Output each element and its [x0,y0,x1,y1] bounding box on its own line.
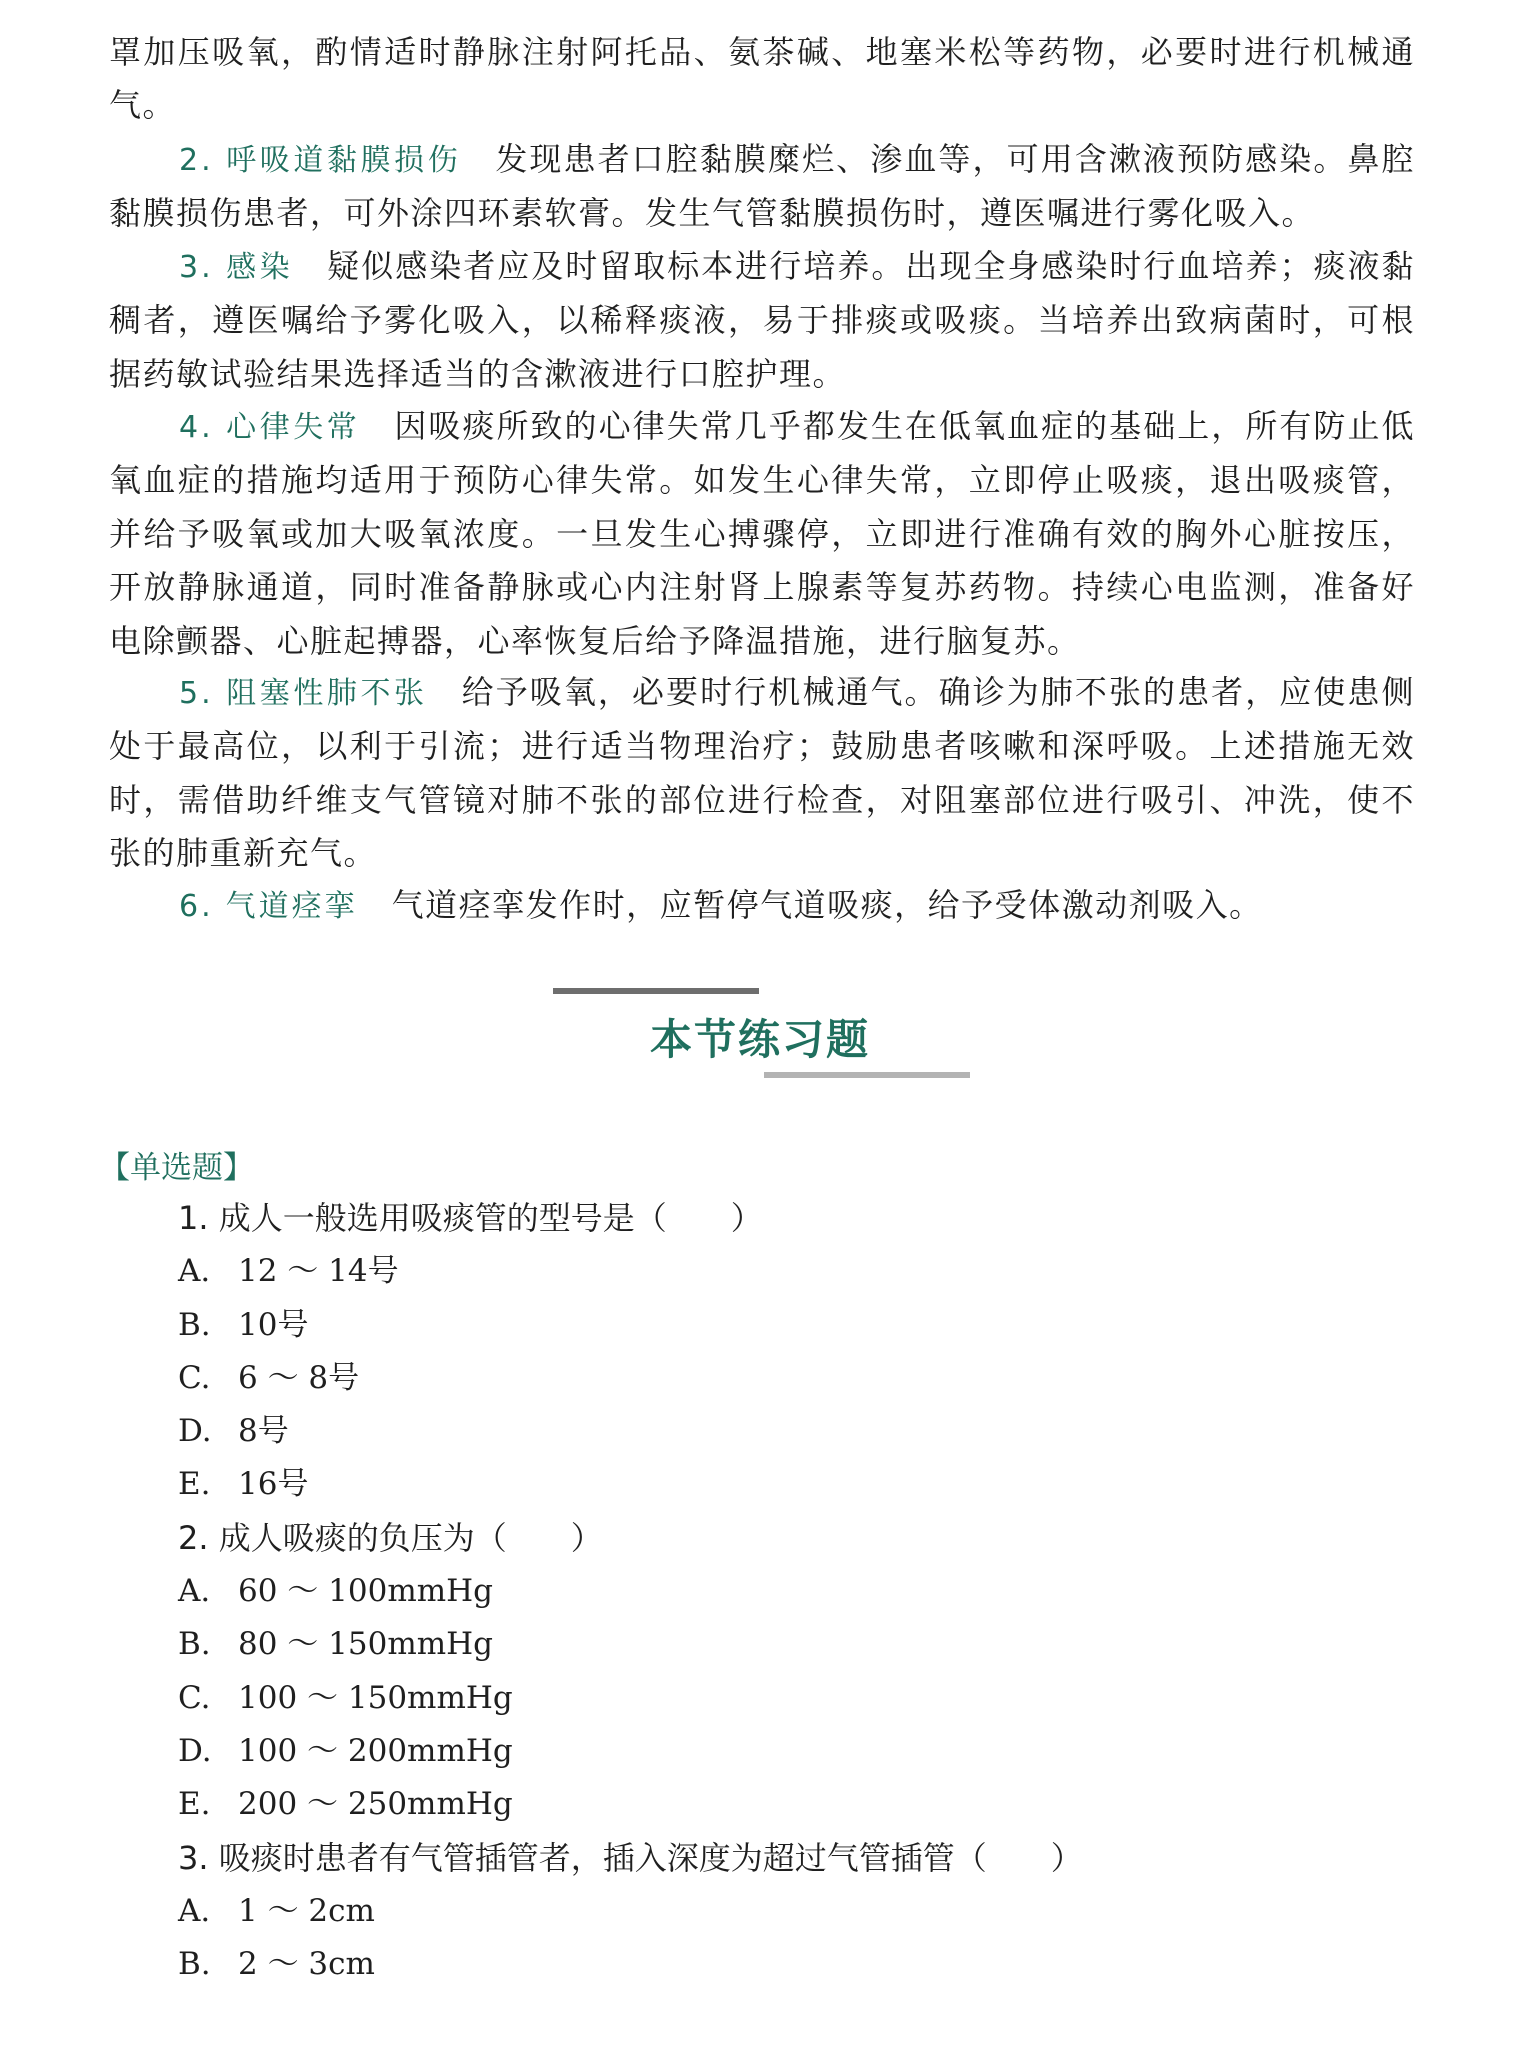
question-option [178,1938,1378,1991]
continuation-text: 罩加压吸氧，酌情适时静脉注射阿托品、氨茶碱、地塞米松等药物，必要时进行机械通气。 [109,33,1415,125]
option-text: 60 ～ 100mmHg [238,1573,493,1610]
option-letter: C. [178,1359,211,1396]
question-stem: 2. 成人吸痰的负压为（ ） [178,1518,603,1557]
question-type-label: 【单选题】 [99,1150,254,1186]
question-option [178,1778,1378,1831]
option-text: 100 ～ 150mmHg [238,1679,513,1716]
item-text: 气道痉挛发作时，应暂停气道吸痰，给予受体激动剂吸入。 [391,886,1263,924]
option-text: 12 ～ 14号 [238,1253,399,1290]
option-letter: A. [178,1253,211,1290]
item-paragraph-3 [109,240,1415,401]
option-letter: A. [178,1892,211,1929]
item-term: 阻塞性肺不张 [225,676,428,711]
option-text: 8号 [238,1413,289,1450]
option-letter: D. [178,1732,212,1769]
option-text: 2 ～ 3cm [238,1946,375,1983]
option-text: 80 ～ 150mmHg [238,1626,493,1663]
item-term: 感染 [225,250,294,285]
item-number: 2. [179,143,214,178]
option-text: 16号 [238,1466,309,1503]
option-text: 200 ～ 250mmHg [238,1786,513,1823]
question-option [178,1565,1378,1618]
option-letter: C. [178,1679,211,1716]
question-option [178,1458,1378,1511]
question-stem: 3. 吸痰时患者有气管插管者，插入深度为超过气管插管（ ） [178,1838,1083,1877]
question-list [178,1192,1378,1991]
continuation-paragraph [109,26,1415,133]
item-paragraph-2 [109,133,1415,241]
item-number: 5. [179,676,214,711]
item-text: 给予吸氧，必要时行机械通气。确诊为肺不张的患者，应使患侧处于最高位，以利于引流；进行适当物理治疗；鼓励患者咳嗽和深呼吸。上述措施无效时，需借助纤维支气管镜对肺不张的部位进行检查，对阻塞部位进行吸引、冲洗，使不张的肺重新充气。 [109,673,1416,873]
item-paragraph-6 [109,879,1415,933]
item-term: 心律失常 [225,410,361,445]
option-letter: B. [178,1626,211,1663]
option-letter: B. [178,1946,211,1983]
question-option [178,1405,1378,1458]
section-rule-bottom [764,1072,970,1078]
item-paragraph-4 [109,400,1415,668]
question-stem: 1. 成人一般选用吸痰管的型号是（ ） [178,1199,763,1237]
option-text: 10号 [238,1306,309,1343]
option-text: 1 ～ 2cm [238,1892,375,1929]
question-option [178,1885,1378,1938]
question-option [178,1352,1378,1405]
item-number: 3. [179,250,214,285]
question-option [178,1618,1378,1671]
item-term: 气道痉挛 [225,889,358,924]
section-title: 本节练习题 [649,1015,870,1064]
item-text: 疑似感染者应及时留取标本进行培养。出现全身感染时行血培养；痰液黏稠者，遵医嘱给予雾化吸入，以稀释痰液，易于排痰或吸痰。当培养出致病菌时，可根据药敏试验结果选择适当的含漱液进行口腔护理。 [109,247,1416,393]
option-letter: A. [178,1573,211,1610]
option-letter: E. [178,1786,211,1823]
question-option [178,1725,1378,1778]
item-number: 6. [179,889,214,924]
item-number: 4. [179,410,214,445]
option-letter: D. [178,1413,212,1450]
section-rule-top [553,988,759,994]
item-text: 发现患者口腔黏膜糜烂、渗血等，可用含漱液预防感染。鼻腔黏膜损伤患者，可外涂四环素软膏。发生气管黏膜损伤时，遵医嘱进行雾化吸入。 [109,140,1416,233]
item-paragraph-5 [109,666,1415,881]
question-option [178,1672,1378,1725]
option-text: 6 ～ 8号 [238,1359,360,1396]
option-letter: B. [178,1306,211,1343]
item-term: 呼吸道黏膜损伤 [225,143,462,178]
option-text: 100 ～ 200mmHg [238,1732,513,1769]
question-option [178,1299,1378,1352]
option-letter: E. [178,1466,211,1503]
question-option [178,1245,1378,1298]
item-text: 因吸痰所致的心律失常几乎都发生在低氧血症的基础上，所有防止低氧血症的措施均适用于预防心律失常。如发生心律失常，立即停止吸痰，退出吸痰管，并给予吸氧或加大吸氧浓度。一旦发生心搏骤停，立即进行准确有效的胸外心脏按压，开放静脉通道，同时准备静脉或心内注射肾上腺素等复苏药物。持续心电监测，准备好电除颤器、心脏起搏器，心率恢复后给予降温措施，进行脑复苏。 [109,407,1415,660]
